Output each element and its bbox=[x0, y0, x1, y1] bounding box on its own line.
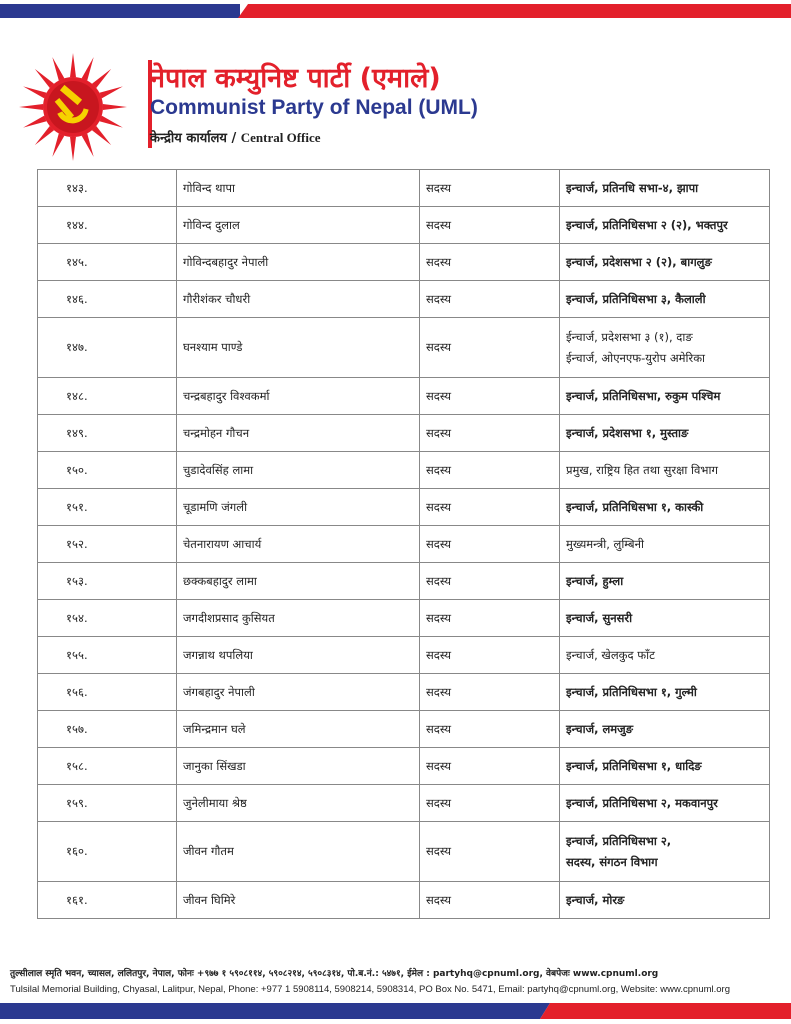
responsibility-cell bbox=[560, 637, 770, 674]
table-row bbox=[38, 318, 770, 378]
table-row bbox=[38, 711, 770, 748]
member-name-cell: जीवन घिमिरे bbox=[177, 882, 420, 919]
bottom-blue-stripe bbox=[0, 1003, 550, 1019]
serial-number-cell: १५४. bbox=[38, 600, 177, 637]
table-row bbox=[38, 822, 770, 882]
member-name-cell: गोविन्द दुलाल bbox=[177, 207, 420, 244]
table-row bbox=[38, 637, 770, 674]
member-name-cell: जानुका सिंखडा bbox=[177, 748, 420, 785]
member-name-cell: गोविन्द थापा bbox=[177, 170, 420, 207]
responsibility-cell bbox=[560, 563, 770, 600]
responsibility-cell bbox=[560, 785, 770, 822]
member-name-cell: गोविन्दबहादुर नेपाली bbox=[177, 244, 420, 281]
table-row bbox=[38, 785, 770, 822]
responsibility-line: मुख्यमन्त्री, लुम्बिनी bbox=[566, 536, 644, 551]
member-role-cell: सदस्य bbox=[420, 526, 560, 563]
responsibility-line: सदस्य, संगठन विभाग bbox=[566, 854, 658, 869]
responsibility-line: इन्चार्ज, हुम्ला bbox=[566, 573, 624, 588]
table-row bbox=[38, 244, 770, 281]
serial-number-cell: १४८. bbox=[38, 378, 177, 415]
member-role-cell: सदस्य bbox=[420, 674, 560, 711]
responsibility-cell bbox=[560, 822, 770, 882]
responsibility-cell bbox=[560, 452, 770, 489]
member-role-cell: सदस्य bbox=[420, 489, 560, 526]
responsibility-cell bbox=[560, 711, 770, 748]
member-name-cell: गौरीशंकर चौधरी bbox=[177, 281, 420, 318]
table-row bbox=[38, 378, 770, 415]
office-subtitle bbox=[150, 128, 321, 146]
office-nepali: केन्द्रीय कार्यालय bbox=[150, 131, 227, 146]
serial-number-cell: १५२. bbox=[38, 526, 177, 563]
responsibility-line: इन्चार्ज, प्रतिनिधिसभा २, bbox=[566, 833, 672, 848]
member-responsibility-table bbox=[37, 169, 770, 919]
member-role-cell: सदस्य bbox=[420, 244, 560, 281]
table-row bbox=[38, 748, 770, 785]
responsibility-line: इन्चार्ज, प्रतिनधि सभा-४, झापा bbox=[566, 180, 699, 195]
responsibility-cell bbox=[560, 882, 770, 919]
responsibility-line: इन्चार्ज, प्रतिनिधिसभा १, कास्की bbox=[566, 499, 704, 514]
serial-number-cell: १५०. bbox=[38, 452, 177, 489]
member-name-cell: चन्द्रबहादुर विश्वकर्मा bbox=[177, 378, 420, 415]
top-blue-stripe bbox=[0, 4, 240, 18]
responsibility-line: इन्चार्ज, प्रदेशसभा १, मुस्ताङ bbox=[566, 425, 689, 440]
member-role-cell: सदस्य bbox=[420, 281, 560, 318]
top-red-stripe bbox=[238, 4, 791, 18]
responsibility-line: इन्चार्ज, प्रतिनिधिसभा ३, कैलाली bbox=[566, 291, 706, 306]
table-row bbox=[38, 563, 770, 600]
serial-number-cell: १५३. bbox=[38, 563, 177, 600]
serial-number-cell: १४५. bbox=[38, 244, 177, 281]
table-row bbox=[38, 281, 770, 318]
member-name-cell: घनश्याम पाण्डे bbox=[177, 318, 420, 378]
responsibility-cell bbox=[560, 318, 770, 378]
responsibility-line: इन्चार्ज, खेलकुद फाँट bbox=[566, 647, 655, 662]
serial-number-cell: १५७. bbox=[38, 711, 177, 748]
responsibility-cell bbox=[560, 244, 770, 281]
footer-address-english: Tulsilal Memorial Building, Chyasal, Lalitpur, Nepal, Phone: +977 1 5908114, 5908214, 5908314, PO Box No. 5471, Email: partyhq@cpnuml.org, Website: www.cpnuml.org bbox=[10, 984, 731, 995]
responsibility-line: इन्चार्ज, प्रतिनिधिसभा २ (२), भक्तपुर bbox=[566, 217, 728, 232]
table-row bbox=[38, 882, 770, 919]
member-name-cell: जमिन्द्रमान घले bbox=[177, 711, 420, 748]
bottom-color-bar bbox=[0, 1003, 791, 1021]
party-name-english: Communist Party of Nepal (UML) bbox=[150, 96, 478, 119]
serial-number-cell: १६०. bbox=[38, 822, 177, 882]
serial-number-cell: १४३. bbox=[38, 170, 177, 207]
responsibility-cell bbox=[560, 170, 770, 207]
member-role-cell: सदस्य bbox=[420, 785, 560, 822]
table-row bbox=[38, 526, 770, 563]
member-role-cell: सदस्य bbox=[420, 378, 560, 415]
serial-number-cell: १५८. bbox=[38, 748, 177, 785]
member-role-cell: सदस्य bbox=[420, 207, 560, 244]
member-name-cell: जुनेलीमाया श्रेष्ठ bbox=[177, 785, 420, 822]
responsibility-cell bbox=[560, 207, 770, 244]
member-role-cell: सदस्य bbox=[420, 882, 560, 919]
table-row bbox=[38, 600, 770, 637]
serial-number-cell: १५१. bbox=[38, 489, 177, 526]
responsibility-cell bbox=[560, 489, 770, 526]
hammer-sickle-sun-logo bbox=[18, 52, 128, 162]
serial-number-cell: १४७. bbox=[38, 318, 177, 378]
office-english: Central Office bbox=[240, 130, 321, 145]
serial-number-cell: १४४. bbox=[38, 207, 177, 244]
member-role-cell: सदस्य bbox=[420, 452, 560, 489]
member-role-cell: सदस्य bbox=[420, 711, 560, 748]
serial-number-cell: १५६. bbox=[38, 674, 177, 711]
table-row bbox=[38, 207, 770, 244]
member-role-cell: सदस्य bbox=[420, 563, 560, 600]
serial-number-cell: १५९. bbox=[38, 785, 177, 822]
member-role-cell: सदस्य bbox=[420, 822, 560, 882]
footer-address-nepali: तुल्सीलाल स्मृति भवन, च्यासल, ललितपुर, नेपाल, फोनः +९७७ १ ५९०८११४, ५९०८२१४, ५९०८३१४, पो.ब.नं.: ५४७१, ईमेल : partyhq@cpnuml.org, वेबपेजः www.cpnuml.org bbox=[10, 969, 659, 979]
responsibility-line: इन्चार्ज, प्रतिनिधिसभा, रुकुम पश्चिम bbox=[566, 388, 721, 403]
member-name-cell: छक्कबहादुर लामा bbox=[177, 563, 420, 600]
responsibility-line: ईन्चार्ज, प्रदेशसभा ३ (१), दाङ bbox=[566, 329, 693, 344]
responsibility-line: इन्चार्ज, प्रदेशसभा २ (२), बागलुङ bbox=[566, 254, 712, 269]
member-role-cell: सदस्य bbox=[420, 748, 560, 785]
table-row bbox=[38, 415, 770, 452]
responsibility-line: इन्चार्ज, प्रतिनिधिसभा २, मकवानपुर bbox=[566, 795, 718, 810]
member-name-cell: जगदीशप्रसाद कुसियत bbox=[177, 600, 420, 637]
member-name-cell: चन्द्रमोहन गौचन bbox=[177, 415, 420, 452]
responsibility-line: इन्चार्ज, प्रतिनिधिसभा १, धादिङ bbox=[566, 758, 702, 773]
table-row bbox=[38, 170, 770, 207]
serial-number-cell: १४६. bbox=[38, 281, 177, 318]
responsibility-cell bbox=[560, 674, 770, 711]
table-row bbox=[38, 489, 770, 526]
responsibility-line: इन्चार्ज, प्रतिनिधिसभा १, गुल्मी bbox=[566, 684, 697, 699]
responsibility-cell bbox=[560, 415, 770, 452]
member-role-cell: सदस्य bbox=[420, 600, 560, 637]
member-role-cell: सदस्य bbox=[420, 318, 560, 378]
responsibility-line: इन्चार्ज, सुनसरी bbox=[566, 610, 633, 625]
member-name-cell: चेतनारायण आचार्य bbox=[177, 526, 420, 563]
table-row bbox=[38, 674, 770, 711]
responsibility-line: इन्चार्ज, मोरङ bbox=[566, 892, 625, 907]
responsibility-cell bbox=[560, 526, 770, 563]
member-name-cell: जगन्नाथ थपलिया bbox=[177, 637, 420, 674]
responsibility-line: प्रमुख, राष्ट्रिय हित तथा सुरक्षा विभाग bbox=[566, 462, 718, 477]
member-name-cell: जीवन गौतम bbox=[177, 822, 420, 882]
member-role-cell: सदस्य bbox=[420, 170, 560, 207]
table-row bbox=[38, 452, 770, 489]
serial-number-cell: १६१. bbox=[38, 882, 177, 919]
responsibility-cell bbox=[560, 748, 770, 785]
responsibility-cell bbox=[560, 281, 770, 318]
member-name-cell: चुडादेवसिंह लामा bbox=[177, 452, 420, 489]
responsibility-line: ईन्चार्ज, ओएनएफ-युरोप अमेरिका bbox=[566, 350, 706, 365]
serial-number-cell: १५५. bbox=[38, 637, 177, 674]
responsibility-cell bbox=[560, 378, 770, 415]
office-separator: / bbox=[226, 131, 241, 146]
party-name-nepali: नेपाल कम्युनिष्ट पार्टी (एमाले) bbox=[150, 63, 441, 94]
member-role-cell: सदस्य bbox=[420, 415, 560, 452]
serial-number-cell: १४९. bbox=[38, 415, 177, 452]
bottom-red-stripe bbox=[540, 1003, 791, 1019]
top-color-bar bbox=[0, 0, 791, 22]
member-name-cell: जंगबहादुर नेपाली bbox=[177, 674, 420, 711]
responsibility-cell bbox=[560, 600, 770, 637]
member-name-cell: चूडामणि जंगली bbox=[177, 489, 420, 526]
member-role-cell: सदस्य bbox=[420, 637, 560, 674]
responsibility-line: इन्चार्ज, लमजुङ bbox=[566, 721, 634, 736]
